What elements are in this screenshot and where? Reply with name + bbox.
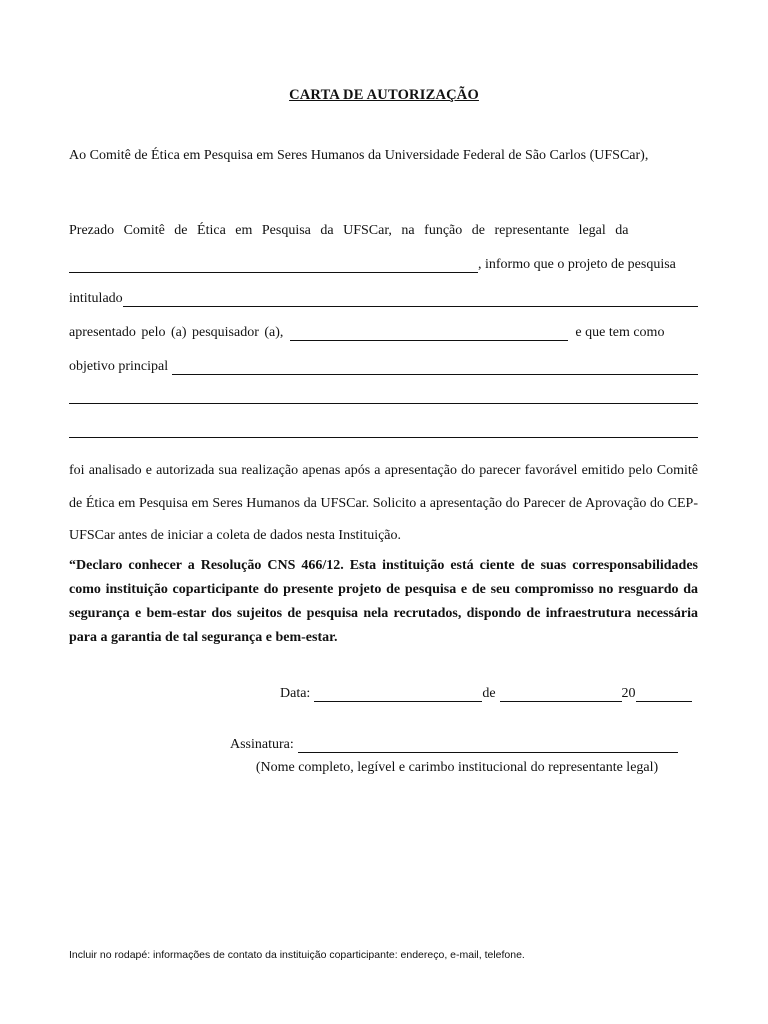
institution-name-field[interactable] xyxy=(69,258,478,273)
signature-field[interactable] xyxy=(298,738,678,753)
para1-line1 xyxy=(69,219,698,239)
date-label: Data: xyxy=(280,686,311,701)
apresentado-label: apresentado pelo (a) pesquisador (a), xyxy=(69,325,284,340)
objective-field-line1[interactable] xyxy=(172,360,698,375)
objective-field-line2[interactable] xyxy=(69,403,698,404)
project-title-field[interactable] xyxy=(123,292,698,307)
signature-note: (Nome completo, legível e carimbo institucional do representante legal) xyxy=(255,760,659,775)
informo-text: , informo que o projeto de pesquisa xyxy=(478,257,676,272)
apresentado-line xyxy=(69,321,698,341)
declaration-paragraph: “Declaro conhecer a Resolução CNS 466/12. Esta instituição está ciente de suas corresponsabilidades como instituição coparticipante do presente projeto de pesquisa e de seu compromisso no resguardo da segurança e bem-estar dos sujeitos de pesquisa nela recrutados, dispondo de infraestrutura necessária para a garantia de tal segurança e bem-estar. xyxy=(69,558,698,645)
date-month-field[interactable] xyxy=(500,687,622,702)
intitulado-label: intitulado xyxy=(69,291,123,306)
signature-label: Assinatura: xyxy=(230,737,294,752)
intitulado-line xyxy=(69,287,698,307)
date-de-text: de xyxy=(482,686,496,701)
date-year-field[interactable] xyxy=(636,687,692,702)
para1-start-text: Prezado Comitê de Ética em Pesquisa da UFSCar, na função de representante legal da xyxy=(69,223,629,238)
authorization-paragraph: foi analisado e autorizada sua realização apenas após a apresentação do parecer favorável emitido pelo Comitê de Ética em Pesquisa em Seres Humanos da UFSCar. Solicito a apresentação do Parecer de Aprovação do CEP-UFSCar antes de iniciar a coleta de dados nesta Instituição. xyxy=(69,463,698,543)
signature-line xyxy=(230,733,690,753)
para1-line2 xyxy=(69,253,698,273)
date-year-prefix: 20 xyxy=(621,686,636,701)
date-line xyxy=(280,682,700,702)
date-day-field[interactable] xyxy=(314,687,482,702)
objetivo-label: objetivo principal xyxy=(69,359,169,374)
researcher-name-field[interactable] xyxy=(290,326,568,341)
addressee-paragraph: Ao Comitê de Ética em Pesquisa em Seres Humanos da Universidade Federal de São Carlos (UFSCar), xyxy=(69,148,649,163)
document-title: CARTA DE AUTORIZAÇÃO xyxy=(289,87,479,103)
objective-field-line3[interactable] xyxy=(69,437,698,438)
footer-note: Incluir no rodapé: informações de contato da instituição coparticipante: endereço, e-mail, telefone. xyxy=(69,949,525,961)
e-que-tem-como-text: e que tem como xyxy=(575,325,665,340)
objetivo-line xyxy=(69,355,698,375)
